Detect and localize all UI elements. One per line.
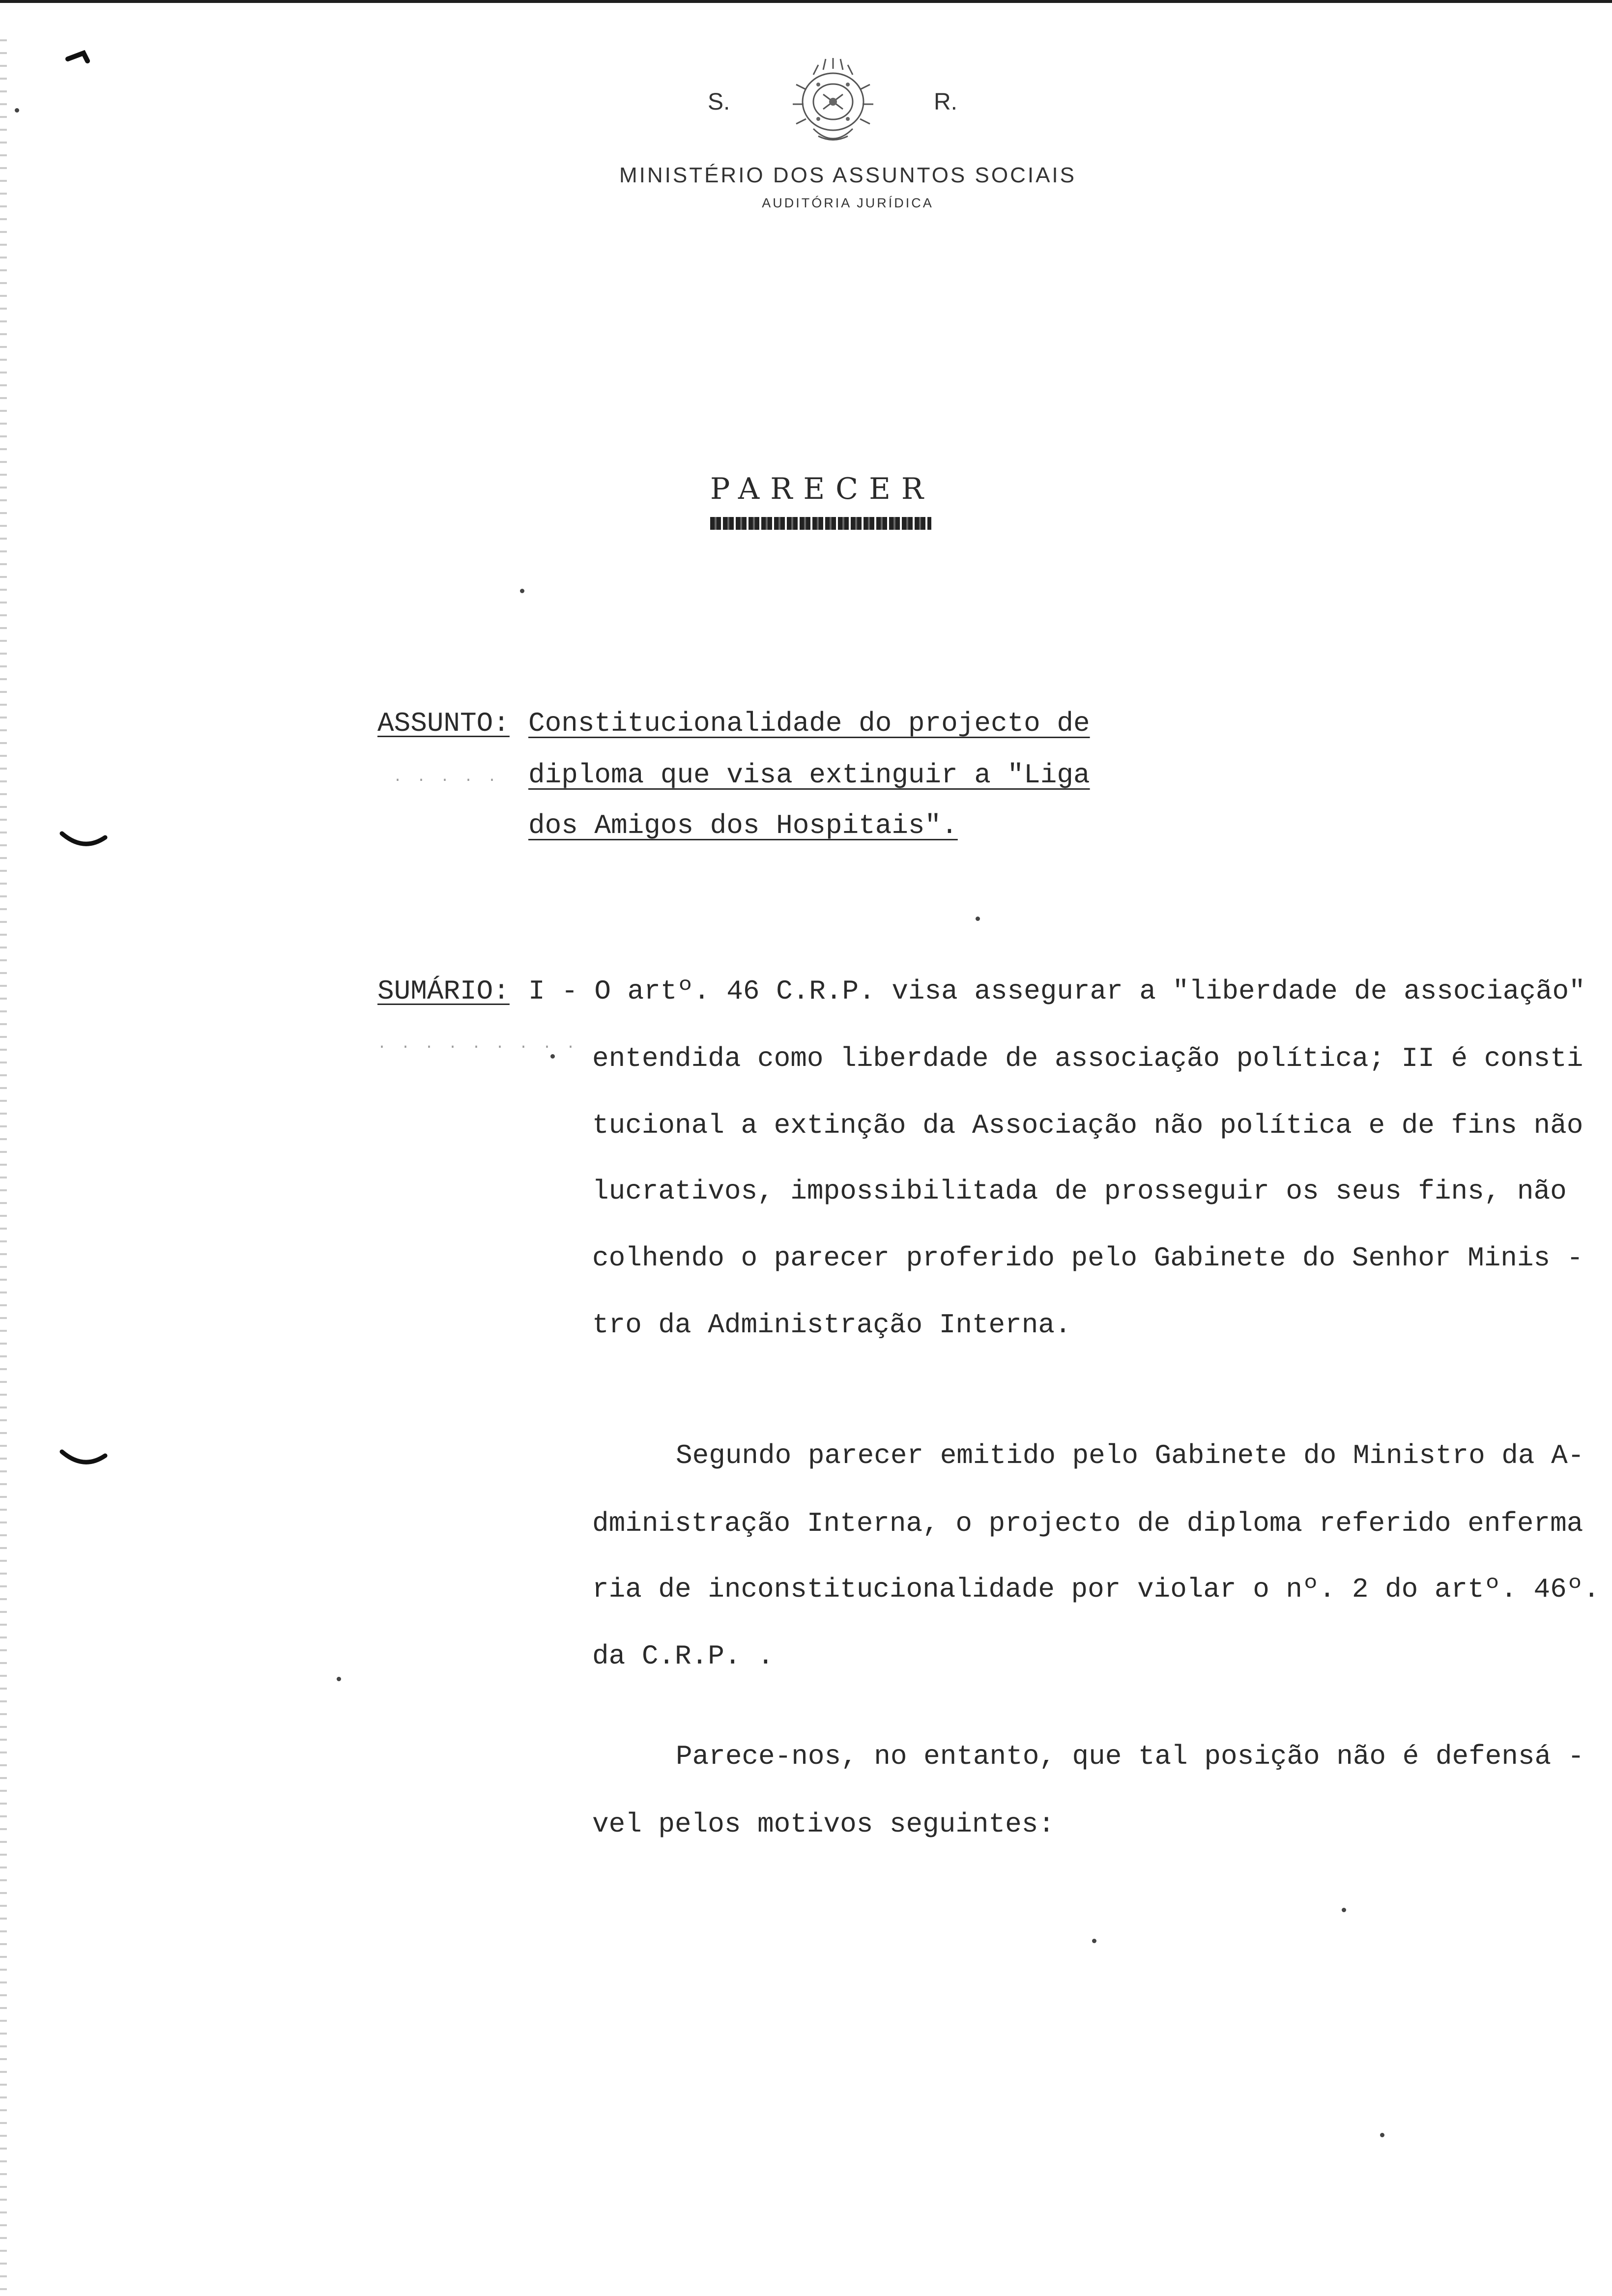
title-strikeout-mark [710, 517, 931, 530]
corner-mark-icon [64, 44, 93, 69]
scan-speck [1342, 1908, 1346, 1912]
coat-of-arms-icon [784, 55, 882, 153]
scan-speck [550, 1054, 555, 1059]
assunto-line-2: diploma que visa extinguir a "Liga [528, 759, 1090, 791]
scan-speck [976, 917, 980, 921]
scan-speck [1092, 1939, 1096, 1943]
body-p1-line-2: dministração Interna, o projecto de diploma referido enferma [592, 1508, 1583, 1539]
assunto-line-1: Constitucionalidade do projecto de [528, 708, 1090, 739]
body-p1-line-3: ria de inconstitucionalidade por violar o nº. 2 do artº. 46º. [592, 1574, 1600, 1605]
body-p2-line-2: vel pelos motivos seguintes: [592, 1808, 1055, 1840]
sumario-line-3: tucional a extinção da Associação não política e de fins não [592, 1110, 1583, 1141]
crest-right-letter: R. [934, 89, 957, 115]
sumario-label: SUMÁRIO: [377, 976, 510, 1007]
scan-speck [520, 589, 524, 593]
department-name: AUDITÓRIA JURÍDICA [762, 196, 934, 210]
sumario-line-6: tro da Administração Interna. [592, 1309, 1071, 1341]
sumario-line-1: I - O artº. 46 C.R.P. visa assegurar a "liberdade de associação" [528, 976, 1585, 1007]
scan-left-edge [0, 39, 7, 2296]
scan-speck [337, 1677, 341, 1681]
crest-left-letter: S. [708, 89, 730, 115]
sumario-line-2: entendida como liberdade de associação política; II é consti [592, 1043, 1583, 1074]
scan-speck [1380, 2133, 1384, 2137]
assunto-label: ASSUNTO: [377, 708, 510, 739]
body-p2-line-1: Parece-nos, no entanto, que tal posição não é defensá - [676, 1741, 1584, 1772]
sumario-line-4: lucrativos, impossibilitada de prosseguir os seus fins, não [592, 1176, 1567, 1207]
ministry-name: MINISTÉRIO DOS ASSUNTOS SOCIAIS [619, 163, 1076, 187]
filler-dots: . . . . . [393, 769, 500, 786]
punch-hole-mark-icon [59, 1449, 108, 1468]
document-title: PARECER [710, 472, 935, 506]
scan-speck [15, 108, 19, 113]
top-edge-rule [0, 0, 1612, 3]
body-p1-line-1: Segundo parecer emitido pelo Gabinete do Ministro da A- [676, 1440, 1584, 1471]
sumario-line-5: colhendo o parecer proferido pelo Gabinete do Senhor Minis - [592, 1242, 1583, 1274]
body-p1-line-4: da C.R.P. . [592, 1640, 774, 1672]
punch-hole-mark-icon [59, 831, 108, 850]
filler-dots: . . . . . . . . . [377, 1036, 578, 1053]
assunto-line-3: dos Amigos dos Hospitais". [528, 810, 958, 841]
